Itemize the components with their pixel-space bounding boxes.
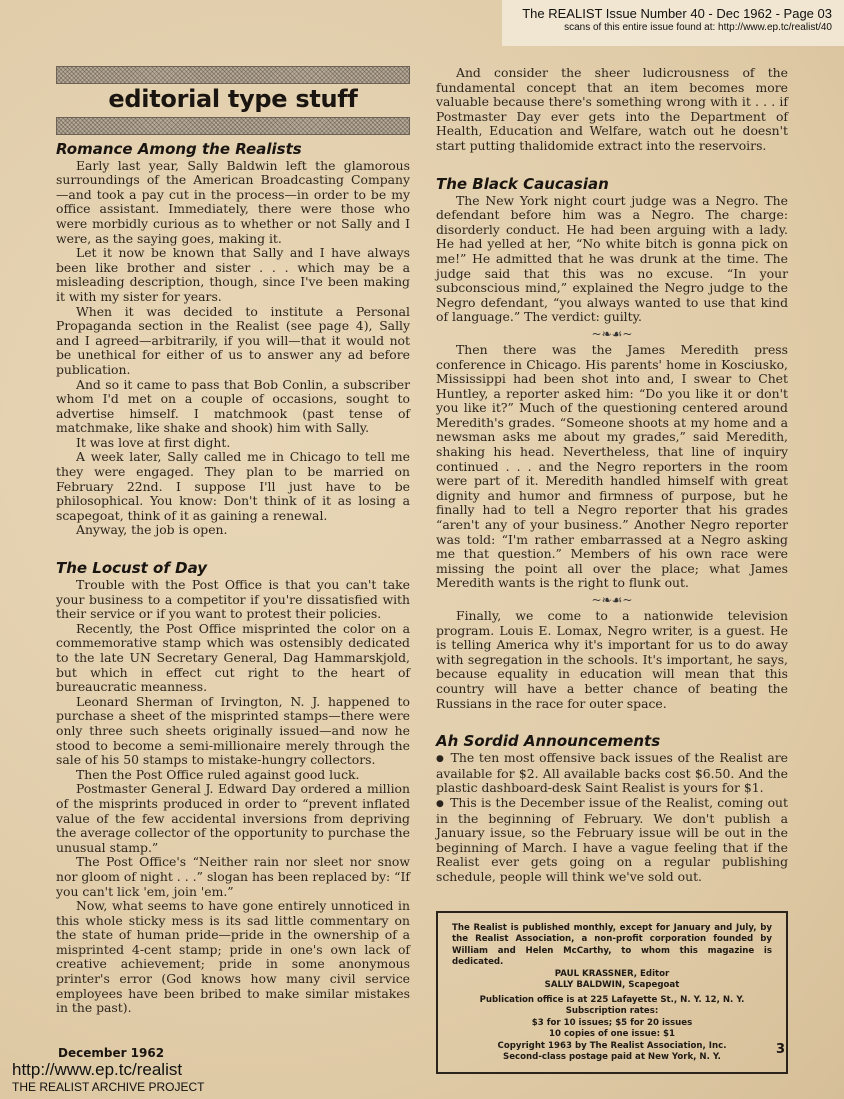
paragraph: And consider the sheer ludicrousness of the fundamental concept that an item becomes more valuable because there's something wrong with it . . . if Postmaster Day ever gets into the Department of Health, Education and Welfare, watch out he doesn't start putting thalidomide extract into the reservoirs.: [436, 65, 788, 153]
paragraph: Early last year, Sally Baldwin left the glamorous surroundings of the American Broadcasting Company —and took a pay cut in the process—in order to be my office assistant. Immediately, there were those who were morbidly curious as to whether or not Sally and I were, as the saying goes, making it.: [56, 157, 410, 246]
paragraph: Recently, the Post Office misprinted the color on a commemorative stamp which was ostensibly dedicated to the late UN Secretary General, Dag Hammarskjold, but which in effect cut right to the heart of bureaucratic meanness.: [56, 620, 410, 695]
archive-url-link[interactable]: http://www.ep.tc/realist: [12, 1060, 183, 1079]
column-title: editorial type stuff: [108, 85, 358, 113]
left-column: [56, 66, 410, 1016]
masthead-box: [436, 911, 788, 1074]
section-heading-locust: The Locust of Day: [56, 559, 208, 578]
paragraph: Postmaster General J. Edward Day ordered a million of the misprints produced in order to “prevent inflated value of the few accidental inversions from depriving the average collector of the opportunity to purchase the unusual stamp.”: [56, 781, 410, 855]
masthead-editor: PAUL KRASSNER, Editor: [554, 968, 670, 979]
paragraph: Then the Post Office ruled against good luck.: [76, 766, 360, 782]
masthead-rates: $3 for 10 issues; $5 for 20 issues: [531, 1017, 693, 1028]
paragraph: When it was decided to institute a Personal Propaganda section in the Realist (see page 4), Sally and I agreed—arbitrarily, if you will—that it would not be unethical for either of us to answer any ad before publication.: [56, 303, 410, 377]
masthead-postage: Second-class postage paid at New York, N. Y.: [503, 1052, 721, 1062]
paragraph: And so it came to pass that Bob Conlin, a subscriber whom I'd met on a couple of occasions, sought to advertise himself. I matchmook (past tense of matchmake, like shake and shook) him with Sally.: [56, 376, 410, 436]
section-heading-romance: Romance Among the Realists: [56, 139, 302, 158]
archive-banner: [502, 0, 844, 46]
masthead-office: Publication office is at 225 Lafayette St., N. Y. 12, N. Y.: [479, 994, 745, 1005]
ornament-divider-icon: ~❧☙~: [591, 593, 633, 607]
issue-date: December 1962: [58, 1046, 165, 1060]
section-heading-announcements: Ah Sordid Announcements: [436, 732, 661, 751]
announcement-item: ● The ten most offensive back issues of the Realist are available for $2. All available backs cost $6.50. And the plastic dashboard-desk Saint Realist is yours for $1.: [436, 751, 788, 796]
page-number: 3: [776, 1042, 786, 1057]
title-rule-bottom: [56, 117, 410, 135]
banner-title: The REALIST Issue Number 40 - Dec 1962 - Page 03: [522, 6, 832, 21]
paragraph: Let it now be known that Sally and I have always been like brother and sister . . . which may be a misleading description, though, since I've been making it with my sister for years.: [56, 245, 410, 304]
paragraph: Finally, we come to a nationwide television program. Louis E. Lomax, Negro writer, is a guest. He is telling America why it's important for us to do away with segregation in the schools. It's important, he says, because equality in education will mean that this country will have a better chance of beating the Russians in the race for outer space.: [436, 608, 788, 711]
masthead-copyright: Copyright 1963 by The Realist Association, Inc.: [497, 1040, 727, 1051]
banner-subtitle: scans of this entire issue found at: http://www.ep.tc/realist/40: [564, 22, 832, 33]
ornament-divider-icon: ~❧☙~: [591, 326, 633, 341]
masthead-intro: The Realist is published monthly, except for January and July, by the Realist Association, a non-profit corporation founded by William and Helen McCarthy, to whom this magazine is dedicated.: [452, 922, 772, 967]
right-column: [436, 66, 788, 1074]
masthead-copies: 10 copies of one issue: $1: [549, 1029, 675, 1039]
masthead-scapegoat: SALLY BALDWIN, Scapegoat: [544, 980, 680, 990]
paragraph: It was love at first dight.: [76, 434, 231, 450]
masthead-rates-label: Subscription rates:: [565, 1006, 659, 1016]
section-heading-caucasian: The Black Caucasian: [436, 174, 609, 193]
paragraph: Anyway, the job is open.: [76, 522, 228, 538]
paragraph: Then there was the James Meredith press conference in Chicago. His parents' home in Kosciusko, Mississippi had been shot into and, I swear to Chet Huntley, a reporter asked him: “Do you like it or don't you like it?” Much of the questioning centered around Meredith's grades. “Someone shoots at my home and a newsman asks me about my grades,” said Meredith, shaking his head. Nevertheless, that line of inquiry continued . . . and the Negro reporters in the room were part of it. Meredith handled himself with great dignity and humor and firmness of purpose, but he finally had to tell a Negro reporter that his grades “aren't any of your business.” Another Negro reporter was told: “I'm rather embarrassed at a Negro asking me that question.” Members of his own race were missing the point all over the place; what James Meredith wants is the right to flunk out.: [436, 341, 788, 591]
paragraph: A week later, Sally called me in Chicago to tell me they were engaged. They plan to be married on February 22nd. I suppose I'll just have to be philosophical. You know: Don't think of it as losing a scapegoat, think of it as gaining a renewal.: [56, 449, 410, 523]
paragraph: Now, what seems to have gone entirely unnoticed in this whole sticky mess is its sad little commentary on the state of human pride—pride in the ownership of a misprinted 4-cent stamp; pride in one's own lack of creative achievement; pride in some anonymous printer's error (God knows how many civil service employees have been bribed to make similar mistakes in the past).: [56, 898, 410, 1016]
title-rule-top: [56, 66, 410, 84]
paragraph: Trouble with the Post Office is that you can't take your business to a competitor if you're dissatisfied with their service or if you want to protest their policies.: [56, 577, 410, 622]
paragraph: The New York night court judge was a Negro. The defendant before him was a Negro. The charge: disorderly conduct. He had been arguing with a lady. He had yelled at her, “No white bitch is gonna pick on me!” He admitted that he was drunk at the time. The judge said that this was no excuse. “In your subconscious mind,” explained the Negro judge to the Negro defendant, “you always wanted to use that kind of language.” The verdict: guilty.: [436, 192, 788, 325]
paragraph: Leonard Sherman of Irvington, N. J. happened to purchase a sheet of the misprinted stamps—there were only three such sheets originally issued—and now he stood to become a semi-millionaire merely through the sale of his 50 stamps to mistake-hungry collectors.: [56, 693, 410, 768]
announcement-item: ● This is the December issue of the Realist, coming out in the beginning of February. We don't publish a January issue, so the February issue will be out in the beginning of March. I have a vague feeling that if the Realist ever gets going on a regular publishing schedule, people will think we've sold out.: [436, 796, 788, 885]
paragraph: The Post Office's “Neither rain nor sleet nor snow nor gloom of night . . .” slogan has been replaced by: “If you can't lick 'em, join 'em.”: [56, 854, 410, 899]
archive-project-name: THE REALIST ARCHIVE PROJECT: [12, 1080, 205, 1094]
